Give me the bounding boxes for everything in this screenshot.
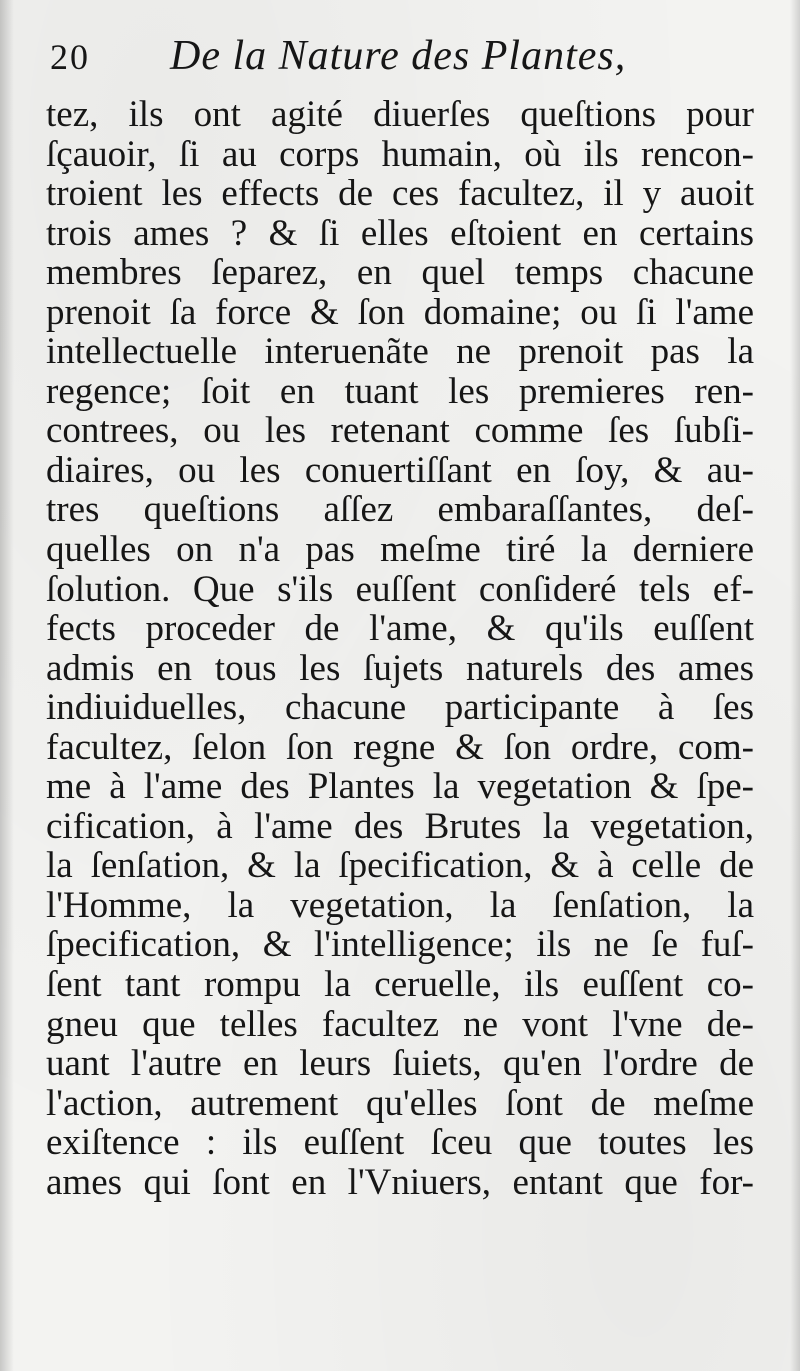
text-line: ſpecification, & l'intelligence; ils ne ſe fuſ- bbox=[46, 925, 754, 966]
page-number: 20 bbox=[50, 37, 90, 77]
text-line: regence; ſoit en tuant les premieres ren- bbox=[46, 371, 754, 412]
text-line: quelles on n'a pas meſme tiré la derniere bbox=[46, 530, 754, 570]
page-header bbox=[50, 32, 770, 94]
text-line: ſolution. Que s'ils euſſent conſideré tels ef- bbox=[46, 569, 754, 610]
text-line: trois ames ? & ſi elles eſtoient en certains bbox=[46, 213, 754, 254]
text-line: exiſtence : ils euſſent ſceu que toutes les bbox=[46, 1123, 754, 1163]
text-line: membres ſeparez, en quel temps chacune bbox=[46, 253, 754, 293]
text-line: contrees, ou les retenant comme ſes ſubſi- bbox=[46, 411, 754, 451]
text-line: tez, ils ont agité diuerſes queſtions pour bbox=[46, 95, 754, 135]
text-line: prenoit ſa force & ſon domaine; ou ſi l'ame bbox=[46, 292, 754, 333]
text-line: gneu que telles facultez ne vont l'vne de- bbox=[46, 1004, 754, 1045]
text-line: l'action, autrement qu'elles ſont de meſme bbox=[46, 1083, 754, 1124]
text-line: fects proceder de l'ame, & qu'ils euſſent bbox=[46, 609, 754, 649]
text-line: admis en tous les ſujets naturels des ames bbox=[46, 648, 754, 689]
page-shadow-left bbox=[0, 0, 14, 1371]
text-line: diaires, ou les conuertiſſant en ſoy, & au- bbox=[46, 450, 754, 491]
text-line: ames qui ſont en l'Vniuers, entant que for- bbox=[46, 1162, 754, 1203]
text-line: me à l'ame des Plantes la vegetation & ſpe- bbox=[46, 767, 754, 807]
text-line: ſçauoir, ſi au corps humain, où ils rencon- bbox=[46, 134, 754, 175]
text-line: la ſenſation, & la ſpecification, & à celle de bbox=[46, 846, 754, 886]
text-line: cification, à l'ame des Brutes la vegetation, bbox=[46, 806, 754, 847]
text-line: indiuiduelles, chacune participante à ſes bbox=[46, 688, 754, 728]
text-line: facultez, ſelon ſon regne & ſon ordre, com- bbox=[46, 727, 754, 768]
page-shadow-right bbox=[790, 0, 800, 1371]
text-line: tres queſtions aſſez embaraſſantes, deſ- bbox=[46, 490, 754, 531]
body-text bbox=[46, 95, 754, 1202]
running-title: De la Nature des Plantes, bbox=[170, 33, 627, 79]
text-line: troient les effects de ces facultez, il y auoit bbox=[46, 174, 754, 214]
text-line: l'Homme, la vegetation, la ſenſation, la bbox=[46, 885, 754, 926]
text-line: uant l'autre en leurs ſuiets, qu'en l'ordre de bbox=[46, 1044, 754, 1084]
text-line: ſent tant rompu la ceruelle, ils euſſent co- bbox=[46, 965, 754, 1005]
text-line: intellectuelle interuenãte ne prenoit pas la bbox=[46, 332, 754, 372]
